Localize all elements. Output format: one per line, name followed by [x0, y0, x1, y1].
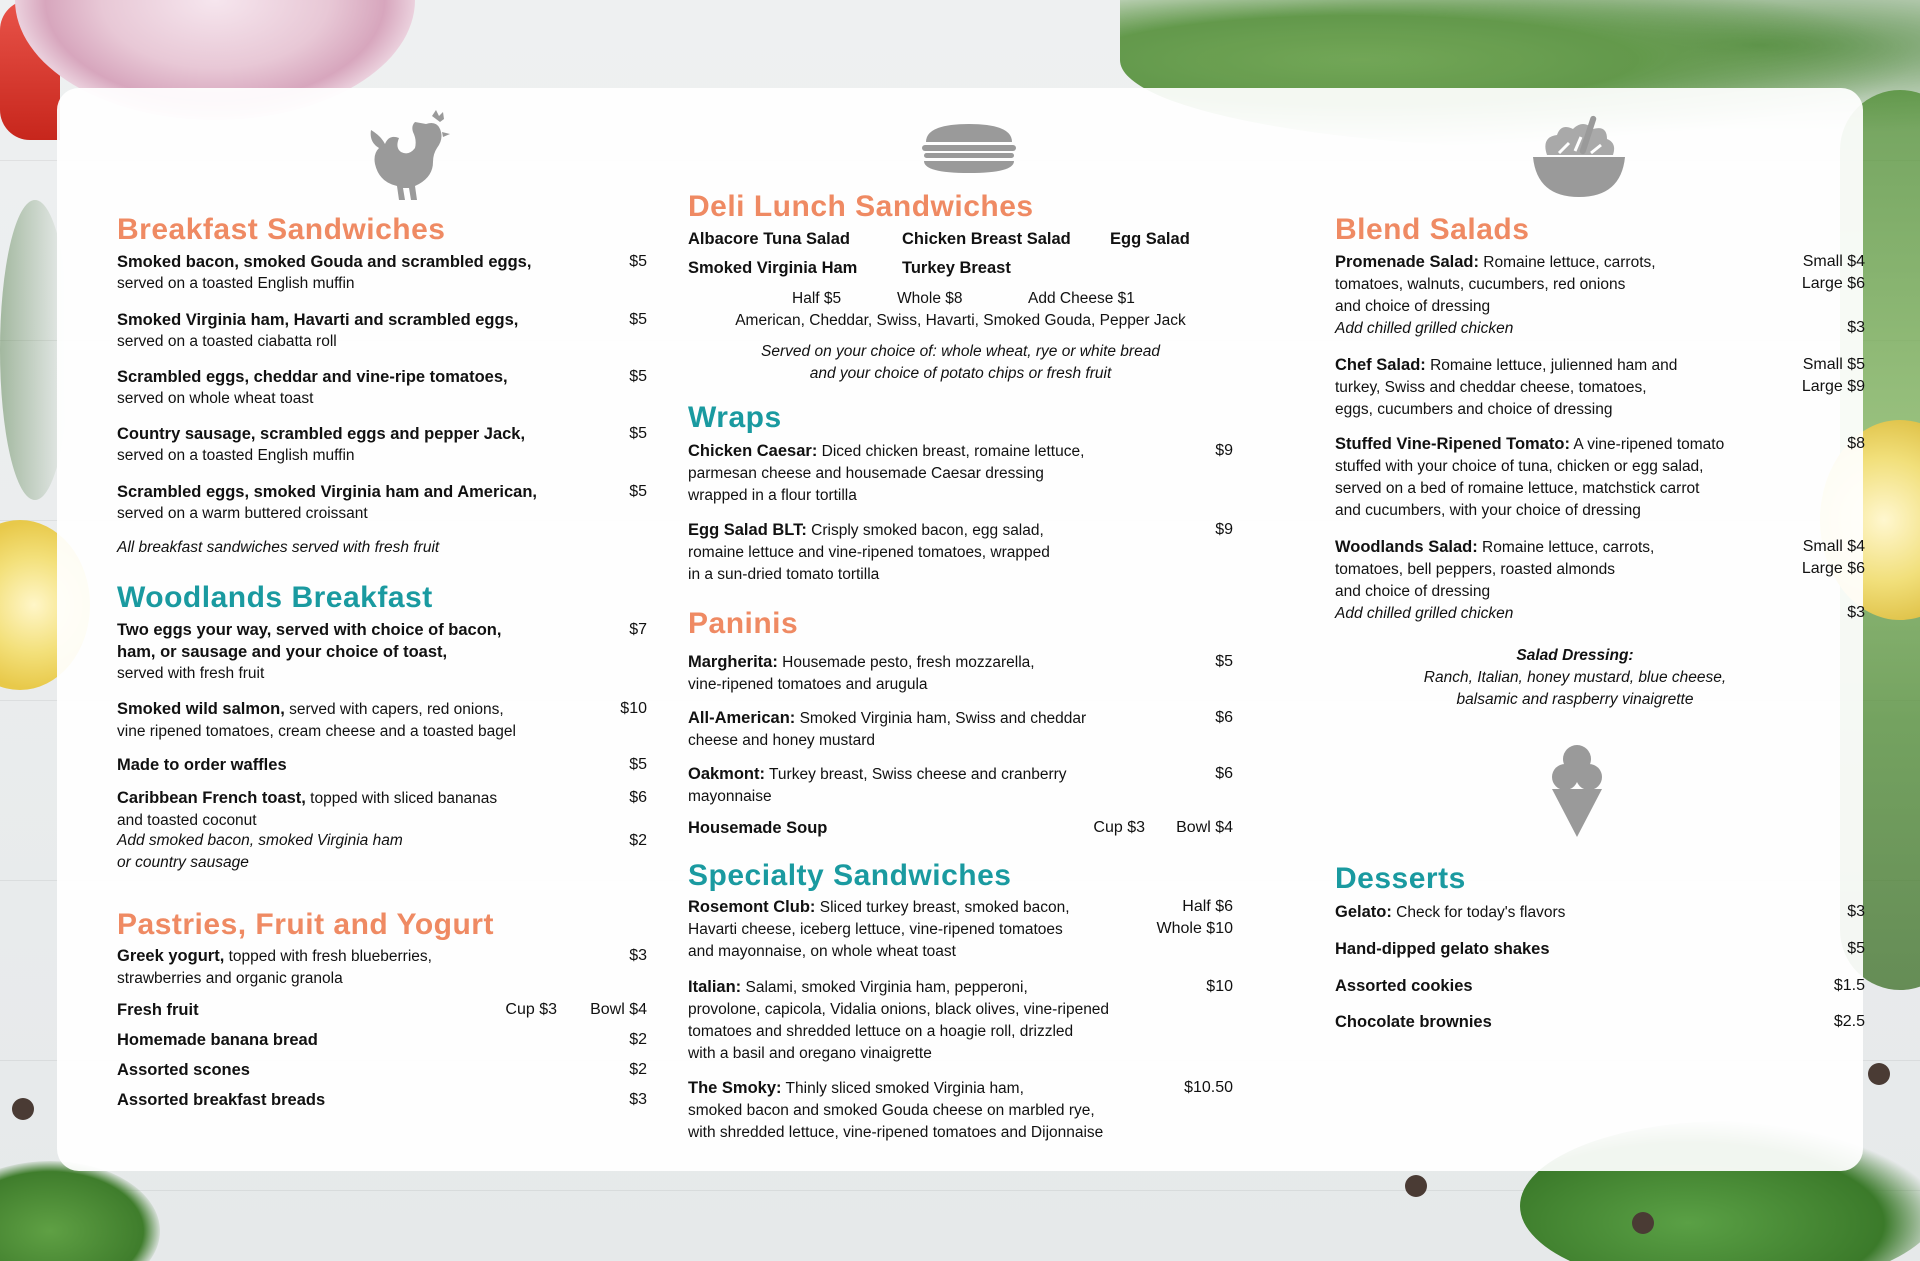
- section-title-woodlands-breakfast: Woodlands Breakfast: [117, 581, 433, 614]
- menu-item: Woodlands Salad: Romaine lettuce, carrots, tomatoes, bell peppers, roasted almonds and choice of dressing Add chilled grilled chicken Small $4 Large $6 $3: [1335, 538, 1865, 622]
- item-price: $5: [629, 368, 647, 385]
- item-price-bowl: Bowl $4: [590, 1001, 647, 1018]
- menu-item: Scrambled eggs, cheddar and vine-ripe tomatoes, served on whole wheat toast $5: [117, 368, 647, 407]
- deli-served-note: Served on your choice of: whole wheat, rye or white bread and your choice of potato chips or fresh fruit: [761, 343, 1160, 382]
- item-price-cup: Cup $3: [1093, 819, 1145, 836]
- menu-item: Assorted breakfast breads $3: [117, 1091, 647, 1109]
- item-price: $10.50: [1184, 1079, 1233, 1096]
- menu-item: Oakmont: Turkey breast, Swiss cheese and cranberry mayonnaise $6: [688, 765, 1233, 805]
- menu-item: Stuffed Vine-Ripened Tomato: A vine-ripened tomato stuffed with your choice of tuna, chicken or egg salad, served on a bed of romaine lettuce, matchstick carrot and cucumbers, with your choice of dressing $8: [1335, 435, 1865, 519]
- item-price: $2: [629, 832, 647, 849]
- item-price: $9: [1215, 521, 1233, 538]
- item-price-cup: Cup $3: [505, 1001, 557, 1018]
- menu-item: Homemade banana bread $2: [117, 1031, 647, 1049]
- menu-item: Gelato: Check for today's flavors $3: [1335, 903, 1865, 921]
- item-price-half: Half $6: [1182, 898, 1233, 915]
- menu-item: Smoked wild salmon, served with capers, red onions, vine ripened tomatoes, cream cheese and a toasted bagel $10: [117, 700, 647, 740]
- item-price-small: Small $4: [1802, 253, 1865, 270]
- item-price: $2.5: [1833, 1013, 1865, 1030]
- item-price: $5: [629, 483, 647, 500]
- item-price-small: Small $5: [1802, 356, 1865, 373]
- peppercorn-decoration: [1405, 1175, 1427, 1197]
- item-price: $5: [629, 311, 647, 328]
- item-price-bowl: Bowl $4: [1176, 819, 1233, 836]
- section-title-paninis: Paninis: [688, 607, 799, 640]
- item-price: $9: [1215, 442, 1233, 459]
- item-price: $7: [629, 621, 647, 638]
- menu-item: Assorted cookies $1.5: [1335, 977, 1865, 995]
- salad-dressing-note: Salad Dressing: Ranch, Italian, honey mustard, blue cheese, balsamic and raspberry vinaigrette: [1423, 647, 1727, 708]
- rooster-icon: [362, 110, 454, 200]
- section-title-wraps: Wraps: [688, 401, 782, 434]
- menu-item: Two eggs your way, served with choice of bacon, ham, or sausage and your choice of toast, served with fresh fruit $7: [117, 621, 647, 682]
- item-price: $1.5: [1833, 977, 1865, 994]
- item-price: $10: [1206, 978, 1233, 995]
- menu-item: Fresh fruit Cup $3 Bowl $4: [117, 1001, 647, 1019]
- section-title-deli-lunch-sandwiches: Deli Lunch Sandwiches: [688, 190, 1034, 223]
- item-price: $3: [629, 947, 647, 964]
- section-title-desserts: Desserts: [1335, 862, 1466, 895]
- ice-cream-cone-icon: [1549, 741, 1605, 839]
- deli-cheeses: American, Cheddar, Swiss, Havarti, Smoked Gouda, Pepper Jack: [735, 312, 1186, 329]
- menu-item: Rosemont Club: Sliced turkey breast, smoked bacon, Havarti cheese, iceberg lettuce, vine-ripened tomatoes and mayonnaise, on whole wheat toast Half $6 Whole $10: [688, 898, 1233, 960]
- item-price-large: Large $6: [1801, 275, 1865, 292]
- peppercorn-decoration: [12, 1098, 34, 1120]
- menu-card: Breakfast Sandwiches Smoked bacon, smoked Gouda and scrambled eggs, served on a toasted English muffin $5 Smoked Virginia ham, Havarti and scrambled eggs, served on a toasted ciabatta roll $5 Scrambled eggs, cheddar and vine-ripe tomatoes, served on whole wheat toast $5 Country sausage, scrambled eggs and pepper Jack, served on a toasted English muffin $5 Scrambled eggs, smoked Virginia ham and American, served on a warm buttered croissant $5 All breakfast sandwiches served with fresh fruit Woodlands Breakfast Two eggs your way, served with choice of bacon, ham, or sausage and your choice of toast, served with fresh fruit $7 Smoked wild salmon, served with capers, red onions, vine ripened tomatoes, cream cheese and a toasted bagel $10 Made to order waffles $5 Caribbean French toast, topped with sliced bananas and toasted coconut $6 Add smoked bacon, smoked Virginia ham or country sausage $2 Pastries, Fruit and Yogurt Greek yogurt, topped with fresh blueberries, strawberries and organic granola $3 Fresh fruit Cup $3 Bowl $4 Homemade banana bread $2 Assorted scones $2 Assorted breakfast breads $3 Deli Lunch Sandwiches Albacore Tuna Salad Chicken Breast Salad Egg Salad Smoked Virginia Ham Turkey Breast Half $5 Whole $8 Add Cheese $1 American, Cheddar, Swiss, Havarti, Smoked Gouda, Pepper Jack Served on your choice of: whole wheat, rye or white bread and your choice of potato chips or fresh fruit Wraps Chicken Caesar: Diced chicken breast, romaine lettuce, parmesan cheese and housemade Caesar dressing wrapped in a flour tortilla $9 Egg Salad BLT: Crisply smoked bacon, egg salad, romaine lettuce and vine-ripened tomatoes, wrapped in a sun-dried tomato tortilla $9 Paninis Margherita: Housemade pesto, fresh mozzarella, vine-ripened tomatoes and arugula $5 All-American: Smoked Virginia ham, Swiss and cheddar cheese and honey mustard $6 Oakmont: Turkey breast, Swiss cheese and cranberry mayonnaise $6 Housemade Soup Cup $3 Bowl $4 Specialty Sandwiches Rosemont Club: Sliced turkey breast, smoked bacon, Havarti cheese, iceberg lettuce, vine-ripened tomatoes and mayonnaise, on whole wheat toast Half $6 Whole $10 Italian: Salami, smoked Virginia ham, pepperoni, provolone, capicola, Vidalia onions, black olives, vine-ripened tomatoes and shredded lettuce on a hoagie roll, drizzled with a basil and oregano vinaigrette $10 The Smoky: Thinly sliced smoked Virginia ham, smoked bacon and smoked Gouda cheese on marbled rye, with shredded lettuce, vine-ripened tomatoes and Dijonnaise $10.50 Blend Salads Promenade Salad: Romaine lettuce, carrots, tomatoes, walnuts, cucumbers, red onions and choice of dressing Add chilled grilled chicken Small $4 Large $6 $3 Chef Salad: Romaine lettuce, julienned ham and turkey, Swiss and cheddar cheese, tomatoes, eggs, cucumbers and choice of dressing Small $5 Large $9 Stuffed Vine-Ripened Tomato: A vine-ripened tomato stuffed with your choice of tuna, chicken or egg salad, served on a bed of romaine lettuce, matchstick carrot and cucumbers, with your choice of dressing $8 Woodlands Salad: Romaine lettuce, carrots, tomatoes, bell peppers, roasted almonds and choice of dressing Add chilled grilled chicken Small $4 Large $6 $3 Salad Dressing: Ranch, Italian, honey mustard, blue cheese, balsamic and raspberry vinaigrette Desserts Gelato: Check for today's flavors $3 Hand-dipped gelato shakes $5 Assorted cookies $1.5 Chocolate brownies $2.5: [57, 88, 1863, 1171]
- menu-item: Hand-dipped gelato shakes $5: [1335, 940, 1865, 958]
- item-price: $5: [629, 253, 647, 270]
- menu-item: Scrambled eggs, smoked Virginia ham and American, served on a warm buttered croissant $5: [117, 483, 647, 522]
- item-price-addon: $3: [1847, 604, 1865, 621]
- menu-item: Assorted scones $2: [117, 1061, 647, 1079]
- section-title-pastries: Pastries, Fruit and Yogurt: [117, 908, 494, 941]
- menu-item: Caribbean French toast, topped with sliced bananas and toasted coconut $6: [117, 789, 647, 829]
- menu-item: Housemade Soup Cup $3 Bowl $4: [688, 819, 1233, 837]
- item-price: $6: [1215, 765, 1233, 782]
- menu-item: Chef Salad: Romaine lettuce, julienned ham and turkey, Swiss and cheddar cheese, tomatoes, eggs, cucumbers and choice of dressing Small $5 Large $9: [1335, 356, 1865, 418]
- menu-item: Greek yogurt, topped with fresh blueberries, strawberries and organic granola $3: [117, 947, 647, 987]
- item-price: $8: [1847, 435, 1865, 452]
- menu-item: Margherita: Housemade pesto, fresh mozzarella, vine-ripened tomatoes and arugula $5: [688, 653, 1233, 693]
- menu-item: Smoked bacon, smoked Gouda and scrambled eggs, served on a toasted English muffin $5: [117, 253, 647, 292]
- salad-bowl-icon: [1529, 113, 1629, 203]
- menu-note: All breakfast sandwiches served with fresh fruit: [117, 539, 440, 556]
- item-price: $2: [629, 1061, 647, 1078]
- item-price: $6: [629, 789, 647, 806]
- item-price: $5: [1847, 940, 1865, 957]
- item-price: $5: [1215, 653, 1233, 670]
- menu-item: Egg Salad BLT: Crisply smoked bacon, egg salad, romaine lettuce and vine-ripened tomatoes, wrapped in a sun-dried tomato tortilla $9: [688, 521, 1233, 583]
- item-price-small: Small $4: [1802, 538, 1865, 555]
- section-title-blend-salads: Blend Salads: [1335, 213, 1530, 246]
- item-price-large: Large $9: [1801, 378, 1865, 395]
- peppercorn-decoration: [1868, 1063, 1890, 1085]
- item-price: $6: [1215, 709, 1233, 726]
- item-price: $5: [629, 756, 647, 773]
- menu-item: Country sausage, scrambled eggs and pepper Jack, served on a toasted English muffin $5: [117, 425, 647, 464]
- section-title-specialty-sandwiches: Specialty Sandwiches: [688, 859, 1012, 892]
- item-price-whole: Whole $10: [1156, 920, 1233, 937]
- menu-item: Promenade Salad: Romaine lettuce, carrots, tomatoes, walnuts, cucumbers, red onions and choice of dressing Add chilled grilled chicken Small $4 Large $6 $3: [1335, 253, 1865, 337]
- item-price: $10: [620, 700, 647, 717]
- sandwich-icon: [920, 122, 1018, 174]
- item-price: $3: [1847, 903, 1865, 920]
- item-price: $3: [629, 1091, 647, 1108]
- menu-item: Chocolate brownies $2.5: [1335, 1013, 1865, 1031]
- basil-decoration: [0, 1161, 160, 1261]
- item-price: $2: [629, 1031, 647, 1048]
- item-price-large: Large $6: [1801, 560, 1865, 577]
- item-price: $5: [629, 425, 647, 442]
- item-price-addon: $3: [1847, 319, 1865, 336]
- menu-addon: Add smoked bacon, smoked Virginia ham or country sausage $2: [117, 832, 647, 871]
- menu-item: Italian: Salami, smoked Virginia ham, pepperoni, provolone, capicola, Vidalia onions, black olives, vine-ripened tomatoes and shredded lettuce on a hoagie roll, drizzled with a basil and oregano vinaigrette $10: [688, 978, 1233, 1062]
- peppercorn-decoration: [1632, 1212, 1654, 1234]
- menu-item: Chicken Caesar: Diced chicken breast, romaine lettuce, parmesan cheese and housemade Caesar dressing wrapped in a flour tortilla $9: [688, 442, 1233, 504]
- menu-item: The Smoky: Thinly sliced smoked Virginia ham, smoked bacon and smoked Gouda cheese on marbled rye, with shredded lettuce, vine-ripened tomatoes and Dijonnaise $10.50: [688, 1079, 1233, 1141]
- section-title-breakfast-sandwiches: Breakfast Sandwiches: [117, 213, 446, 246]
- menu-item: Smoked Virginia ham, Havarti and scrambled eggs, served on a toasted ciabatta roll $5: [117, 311, 647, 350]
- menu-item: Made to order waffles $5: [117, 756, 647, 774]
- menu-item: All-American: Smoked Virginia ham, Swiss and cheddar cheese and honey mustard $6: [688, 709, 1233, 749]
